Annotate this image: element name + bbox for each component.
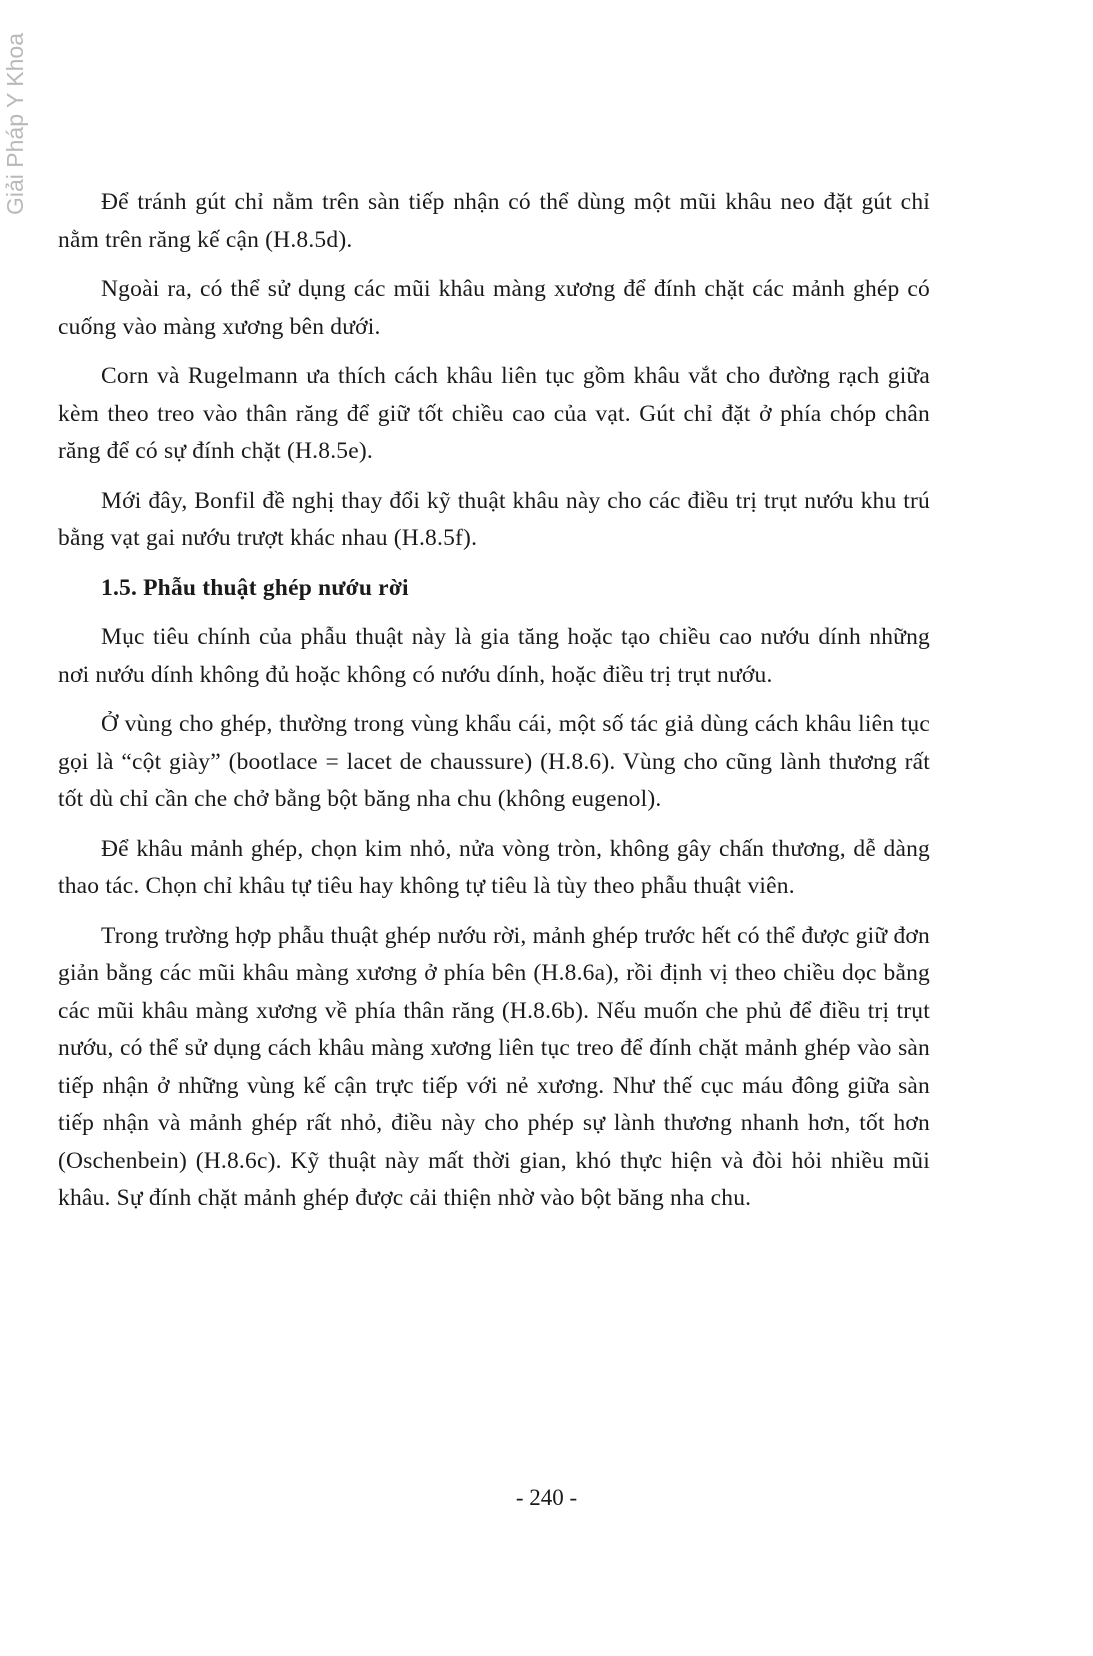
paragraph: Ngoài ra, có thể sử dụng các mũi khâu màng xương để đính chặt các mảnh ghép có cuống vào màng xương bên dưới. xyxy=(58,276,930,340)
paragraph: Mục tiêu chính của phẫu thuật này là gia tăng hoặc tạo chiều cao nướu dính những nơi nướu dính không đủ hoặc không có nướu dính, hoặc điều trị trụt nướu. xyxy=(58,624,930,688)
paragraph: Trong trường hợp phẫu thuật ghép nướu rời, mảnh ghép trước hết có thể được giữ đơn giản bằng các mũi khâu màng xương ở phía bên (H.8.6a), rồi định vị theo chiều dọc bằng các mũi khâu màng xương về phía thân răng (H.8.6b). Nếu muốn che phủ để điều trị trụt nướu, có thể sử dụng cách khâu màng xương liên tục treo để đính chặt mảnh ghép vào sàn tiếp nhận ở những vùng kế cận trực tiếp với nẻ xương. Như thế cục máu đông giữa sàn tiếp nhận và mảnh ghép rất nhỏ, điều này cho phép sự lành thương nhanh hơn, tốt hơn (Oschenbein) (H.8.6c). Kỹ thuật này mất thời gian, khó thực hiện và đòi hỏi nhiều mũi khâu. Sự đính chặt mảnh ghép được cải thiện nhờ vào bột băng nha chu. xyxy=(58,922,930,1211)
page-body xyxy=(58,184,930,1230)
watermark xyxy=(2,0,26,215)
section-heading: 1.5. Phẫu thuật ghép nướu rời xyxy=(101,574,409,601)
paragraph: Để tránh gút chỉ nằm trên sàn tiếp nhận có thể dùng một mũi khâu neo đặt gút chỉ nằm trên răng kế cận (H.8.5d). xyxy=(58,189,930,253)
watermark-text: Giải Pháp Y Khoa xyxy=(2,32,28,215)
paragraph: Để khâu mảnh ghép, chọn kim nhỏ, nửa vòng tròn, không gây chấn thương, dễ dàng thao tác. Chọn chỉ khâu tự tiêu hay không tự tiêu là tùy theo phẫu thuật viên. xyxy=(58,835,930,899)
paragraph: Ở vùng cho ghép, thường trong vùng khẩu cái, một số tác giả dùng cách khâu liên tục gọi là “cột giày” (bootlace = lacet de chaussure) (H.8.6). Vùng cho cũng lành thương rất tốt dù chỉ cần che chở bằng bột băng nha chu (không eugenol). xyxy=(58,711,930,812)
paragraph: Corn và Rugelmann ưa thích cách khâu liên tục gồm khâu vắt cho đường rạch giữa kèm theo treo vào thân răng để giữ tốt chiều cao của vạt. Gút chỉ đặt ở phía chóp chân răng để có sự đính chặt (H.8.5e). xyxy=(58,363,930,464)
paragraph: Mới đây, Bonfil đề nghị thay đổi kỹ thuật khâu này cho các điều trị trụt nướu khu trú bằng vạt gai nướu trượt khác nhau (H.8.5f). xyxy=(58,487,930,551)
page-number: - 240 - xyxy=(515,1485,578,1510)
